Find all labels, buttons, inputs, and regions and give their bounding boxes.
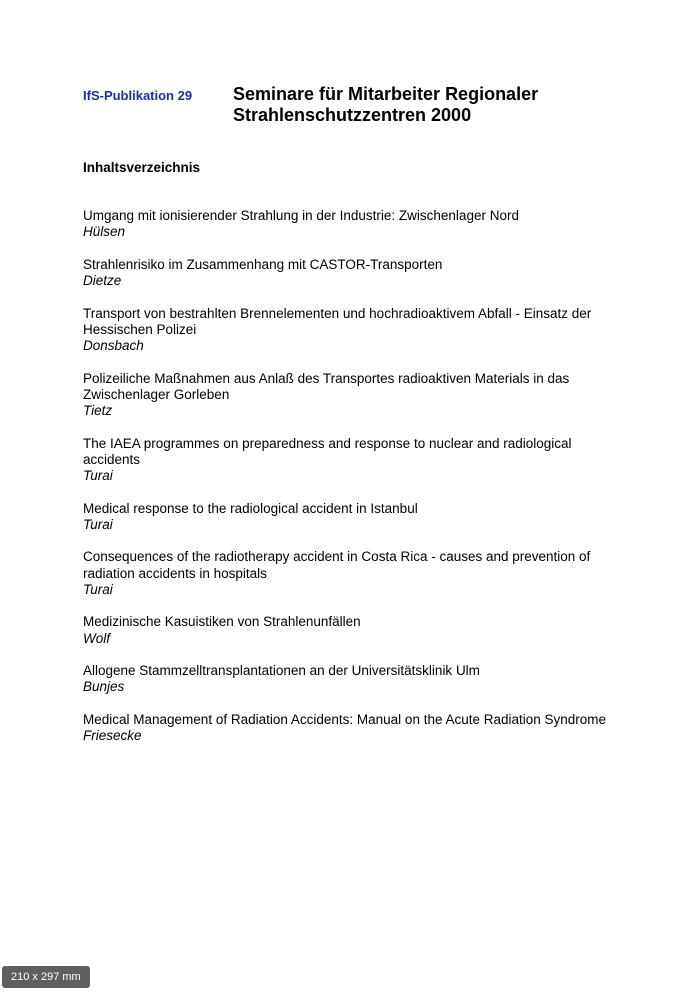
- publication-label: IfS-Publikation 29: [83, 88, 193, 103]
- toc-entry-title: Transport von bestrahlten Brennelementen und hochradioaktivem Abfall - Einsatz der Hessischen Polizei: [83, 305, 592, 337]
- toc-entry-title: Strahlenrisiko im Zusammenhang mit CASTOR-Transporten: [83, 256, 443, 272]
- toc-entry-title: Consequences of the radiotherapy accident in Costa Rica - causes and prevention of radiation accidents in hospitals: [83, 549, 591, 581]
- toc-entry: [83, 257, 631, 289]
- toc-entry-title: Umgang mit ionisierender Strahlung in der Industrie: Zwischenlager Nord: [83, 208, 519, 223]
- toc-entry: [83, 614, 631, 646]
- toc-entry: [83, 306, 631, 355]
- toc-entry-title: Medizinische Kasuistiken von Strahlenunfällen: [83, 614, 361, 630]
- toc-entry: [83, 712, 631, 744]
- toc-entry-title: Polizeiliche Maßnahmen aus Anlaß des Transportes radioaktiven Materials in das Zwischenlager Gorleben: [83, 370, 570, 402]
- toc-entry: [83, 208, 631, 240]
- document-title: Seminare für Mitarbeiter Regionaler Strahlenschutzzentren 2000: [233, 84, 539, 125]
- toc-entry-author: Turai: [83, 468, 113, 483]
- toc-entry-title: Allogene Stammzelltransplantationen an der Universitätsklinik Ulm: [83, 663, 480, 679]
- toc-entry: [83, 663, 631, 695]
- page-size-badge: 210 x 297 mm: [2, 966, 90, 988]
- toc-entry-title: The IAEA programmes on preparedness and response to nuclear and radiological accidents: [83, 435, 572, 467]
- toc-entry-author: Donsbach: [83, 338, 144, 353]
- toc-entry-author: Wolf: [83, 630, 110, 646]
- toc-entry-author: Friesecke: [83, 728, 142, 744]
- toc-entry-author: Turai: [83, 581, 113, 597]
- toc-entry-author: Tietz: [83, 403, 113, 418]
- toc-entry-author: Hülsen: [83, 224, 126, 240]
- toc-entry-author: Turai: [83, 516, 113, 532]
- toc-entry-title: Medical response to the radiological accident in Istanbul: [83, 500, 418, 516]
- toc-heading: Inhaltsverzeichnis: [83, 160, 201, 175]
- toc-entry-author: Bunjes: [83, 679, 125, 695]
- toc-entry: [83, 549, 631, 598]
- toc-list: [83, 208, 631, 761]
- toc-entry-title: Medical Management of Radiation Accidents: Manual on the Acute Radiation Syndrome: [83, 711, 607, 727]
- toc-entry-author: Dietze: [83, 273, 122, 288]
- toc-entry: [83, 436, 631, 485]
- toc-entry: [83, 371, 631, 420]
- toc-entry: [83, 501, 631, 533]
